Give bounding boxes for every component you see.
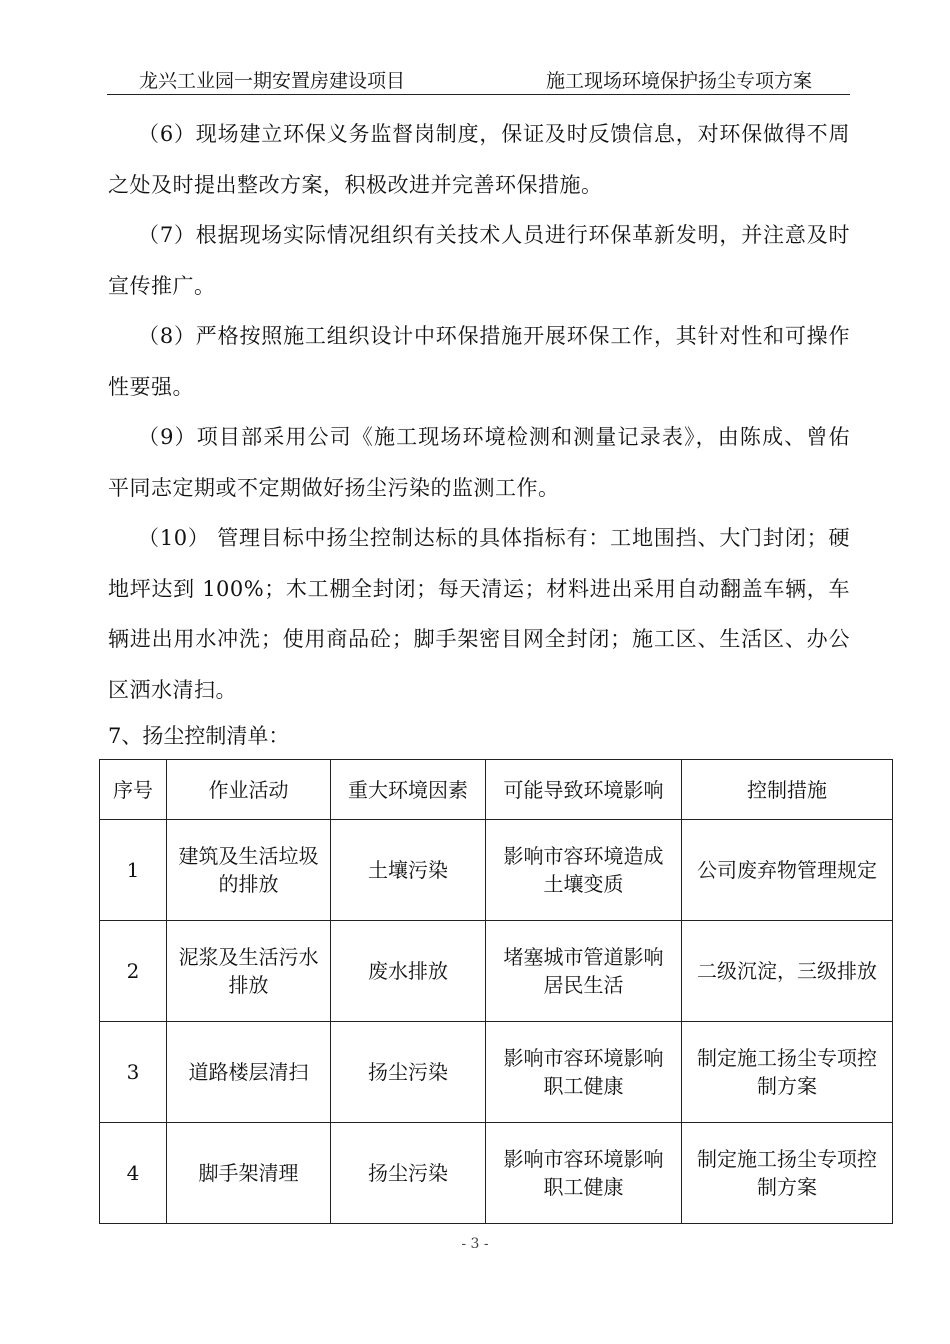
table-cell: 建筑及生活垃圾的排放 [167, 820, 331, 921]
table-cell: 影响市容环境影响职工健康 [486, 1022, 682, 1123]
dust-control-table [99, 759, 893, 1224]
table-cell: 影响市容环境影响职工健康 [486, 1123, 682, 1224]
table-cell: 1 [100, 820, 167, 921]
table-cell: 制定施工扬尘专项控制方案 [682, 1022, 893, 1123]
header-cell: 可能导致环境影响 [486, 760, 682, 820]
page-number: - 3 - [461, 1236, 489, 1252]
table-cell: 扬尘污染 [331, 1022, 486, 1123]
paragraph-9: （9）项目部采用公司《施工现场环境检测和测量记录表》，由陈成、曾佑平同志定期或不定期做好扬尘污染的监测工作。 [108, 425, 850, 500]
table-cell: 3 [100, 1022, 167, 1123]
table-cell: 道路楼层清扫 [167, 1022, 331, 1123]
table-cell: 公司废弃物管理规定 [682, 820, 893, 921]
section-title: 7、扬尘控制清单： [108, 724, 290, 748]
paragraph-10: （10） 管理目标中扬尘控制达标的具体指标有：工地围挡、大门封闭；硬地坪达到 100%；木工棚全封闭；每天清运；材料进出采用自动翻盖车辆，车辆进出用水冲洗；使用商品砼；脚手架密目网全封闭；施工区、生活区、办公区洒水清扫。 [108, 526, 850, 702]
table-cell: 脚手架清理 [167, 1123, 331, 1224]
header-cell: 作业活动 [167, 760, 331, 820]
paragraph-8: （8）严格按照施工组织设计中环保措施开展环保工作，其针对性和可操作性要强。 [108, 324, 850, 399]
table-cell: 2 [100, 921, 167, 1022]
table-cell: 堵塞城市管道影响居民生活 [486, 921, 682, 1022]
table-row [100, 820, 893, 921]
table-cell: 废水排放 [331, 921, 486, 1022]
header-cell: 控制措施 [682, 760, 893, 820]
page-header [107, 62, 850, 95]
document-title: 施工现场环境保护扬尘专项方案 [545, 70, 812, 92]
table-row [100, 921, 893, 1022]
table-row [100, 1123, 893, 1224]
table-cell: 土壤污染 [331, 820, 486, 921]
table-cell: 二级沉淀，三级排放 [682, 921, 893, 1022]
table-cell: 扬尘污染 [331, 1123, 486, 1224]
table-cell: 4 [100, 1123, 167, 1224]
table-cell: 影响市容环境造成土壤变质 [486, 820, 682, 921]
paragraph-7: （7）根据现场实际情况组织有关技术人员进行环保革新发明，并注意及时宣传推广。 [108, 223, 850, 298]
header-cell: 重大环境因素 [331, 760, 486, 820]
header-cell: 序号 [100, 760, 167, 820]
body-text [108, 109, 850, 715]
paragraph-6: （6）现场建立环保义务监督岗制度，保证及时反馈信息，对环保做得不周之处及时提出整改方案，积极改进并完善环保措施。 [108, 122, 850, 197]
table-cell: 制定施工扬尘专项控制方案 [682, 1123, 893, 1224]
project-name: 龙兴工业园一期安置房建设项目 [139, 70, 406, 92]
table-row [100, 1022, 893, 1123]
table-cell: 泥浆及生活污水排放 [167, 921, 331, 1022]
table-header-row [100, 760, 893, 820]
